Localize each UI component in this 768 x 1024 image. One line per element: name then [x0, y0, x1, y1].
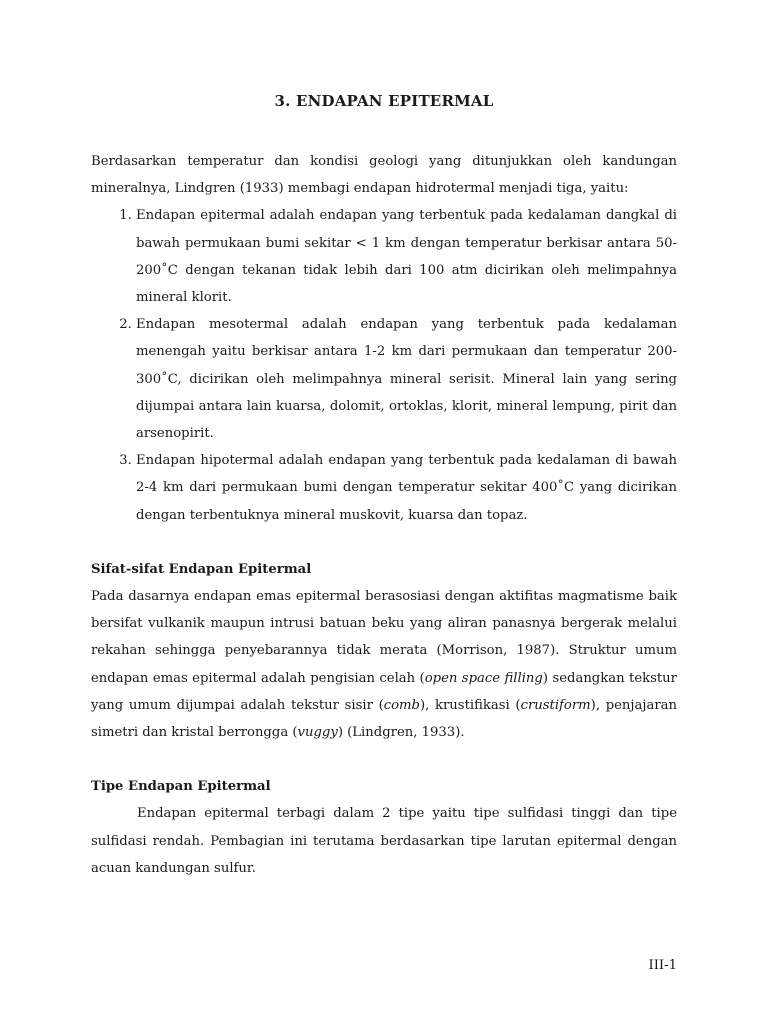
text-segment: ), krustifikasi (: [420, 697, 521, 713]
text-segment: ) sedangkan tekstur yang umum dijumpai adalah tekstur sisir (: [91, 670, 677, 713]
section-heading-sifat: Sifat-sifat Endapan Epitermal: [91, 561, 312, 577]
text-segment: ), penjajaran simetri dan kristal berrongga (: [91, 697, 677, 741]
list-item: 3. Endapan hipotermal adalah endapan yang terbentuk pada kedalaman di bawah 2-4 km dari permukaan bumi dengan temperatur sekitar 400˚C yang dicirikan dengan terbentuknya mineral muskovit, kuarsa dan topaz.: [136, 447, 677, 529]
text-segment: Pada dasarnya endapan emas epitermal berasosiasi dengan aktifitas magmatisme baik bersifat vulkanik maupun intrusi batuan beku yang aliran panasnya bergerak melalui rekahan sehingga penyebarannya tidak merata (Morrison, 1987). Struktur umum endapan emas epitermal adalah pengisian celah (: [91, 589, 677, 686]
tipe-paragraph: Endapan epitermal terbagi dalam 2 tipe yaitu tipe sulfidasi tinggi dan tipe sulfidasi rendah. Pembagian ini terutama berdasarkan tipe larutan epitermal dengan acuan kandungan sulfur.: [91, 806, 677, 876]
section-heading-tipe: Tipe Endapan Epitermal: [91, 779, 271, 795]
classification-list: [91, 202, 677, 528]
italic-term: comb: [383, 697, 420, 713]
italic-term: open space filling: [424, 670, 543, 686]
list-item: 2. Endapan mesotermal adalah endapan yang terbentuk pada kedalaman menengah yaitu berkisar antara 1-2 km dari permukaan dan temperatur 200-300˚C, dicirikan oleh melimpahnya mineral serisit. Mineral lain yang sering dijumpai antara lain kuarsa, dolomit, ortoklas, klorit, mineral lempung, pirit dan arsenopirit.: [136, 311, 677, 447]
text-segment: ) (Lindgren, 1933).: [337, 725, 465, 741]
italic-term: crustiform: [520, 697, 591, 713]
page-title: 3. ENDAPAN EPITERMAL: [274, 92, 494, 110]
italic-term: vuggy: [297, 725, 338, 741]
page-number: III-1: [648, 958, 677, 973]
intro-paragraph: Berdasarkan temperatur dan kondisi geologi yang ditunjukkan oleh kandungan mineralnya, Lindgren (1933) membagi endapan hidrotermal menjadi tiga, yaitu:: [91, 154, 677, 197]
sifat-paragraph: [91, 583, 677, 746]
document-body: [91, 148, 677, 882]
list-item: 1. Endapan epitermal adalah endapan yang terbentuk pada kedalaman dangkal di bawah permukaan bumi sekitar < 1 km dengan temperatur berkisar antara 50-200˚C dengan tekanan tidak lebih dari 100 atm dicirikan oleh melimpahnya mineral klorit.: [136, 202, 677, 311]
